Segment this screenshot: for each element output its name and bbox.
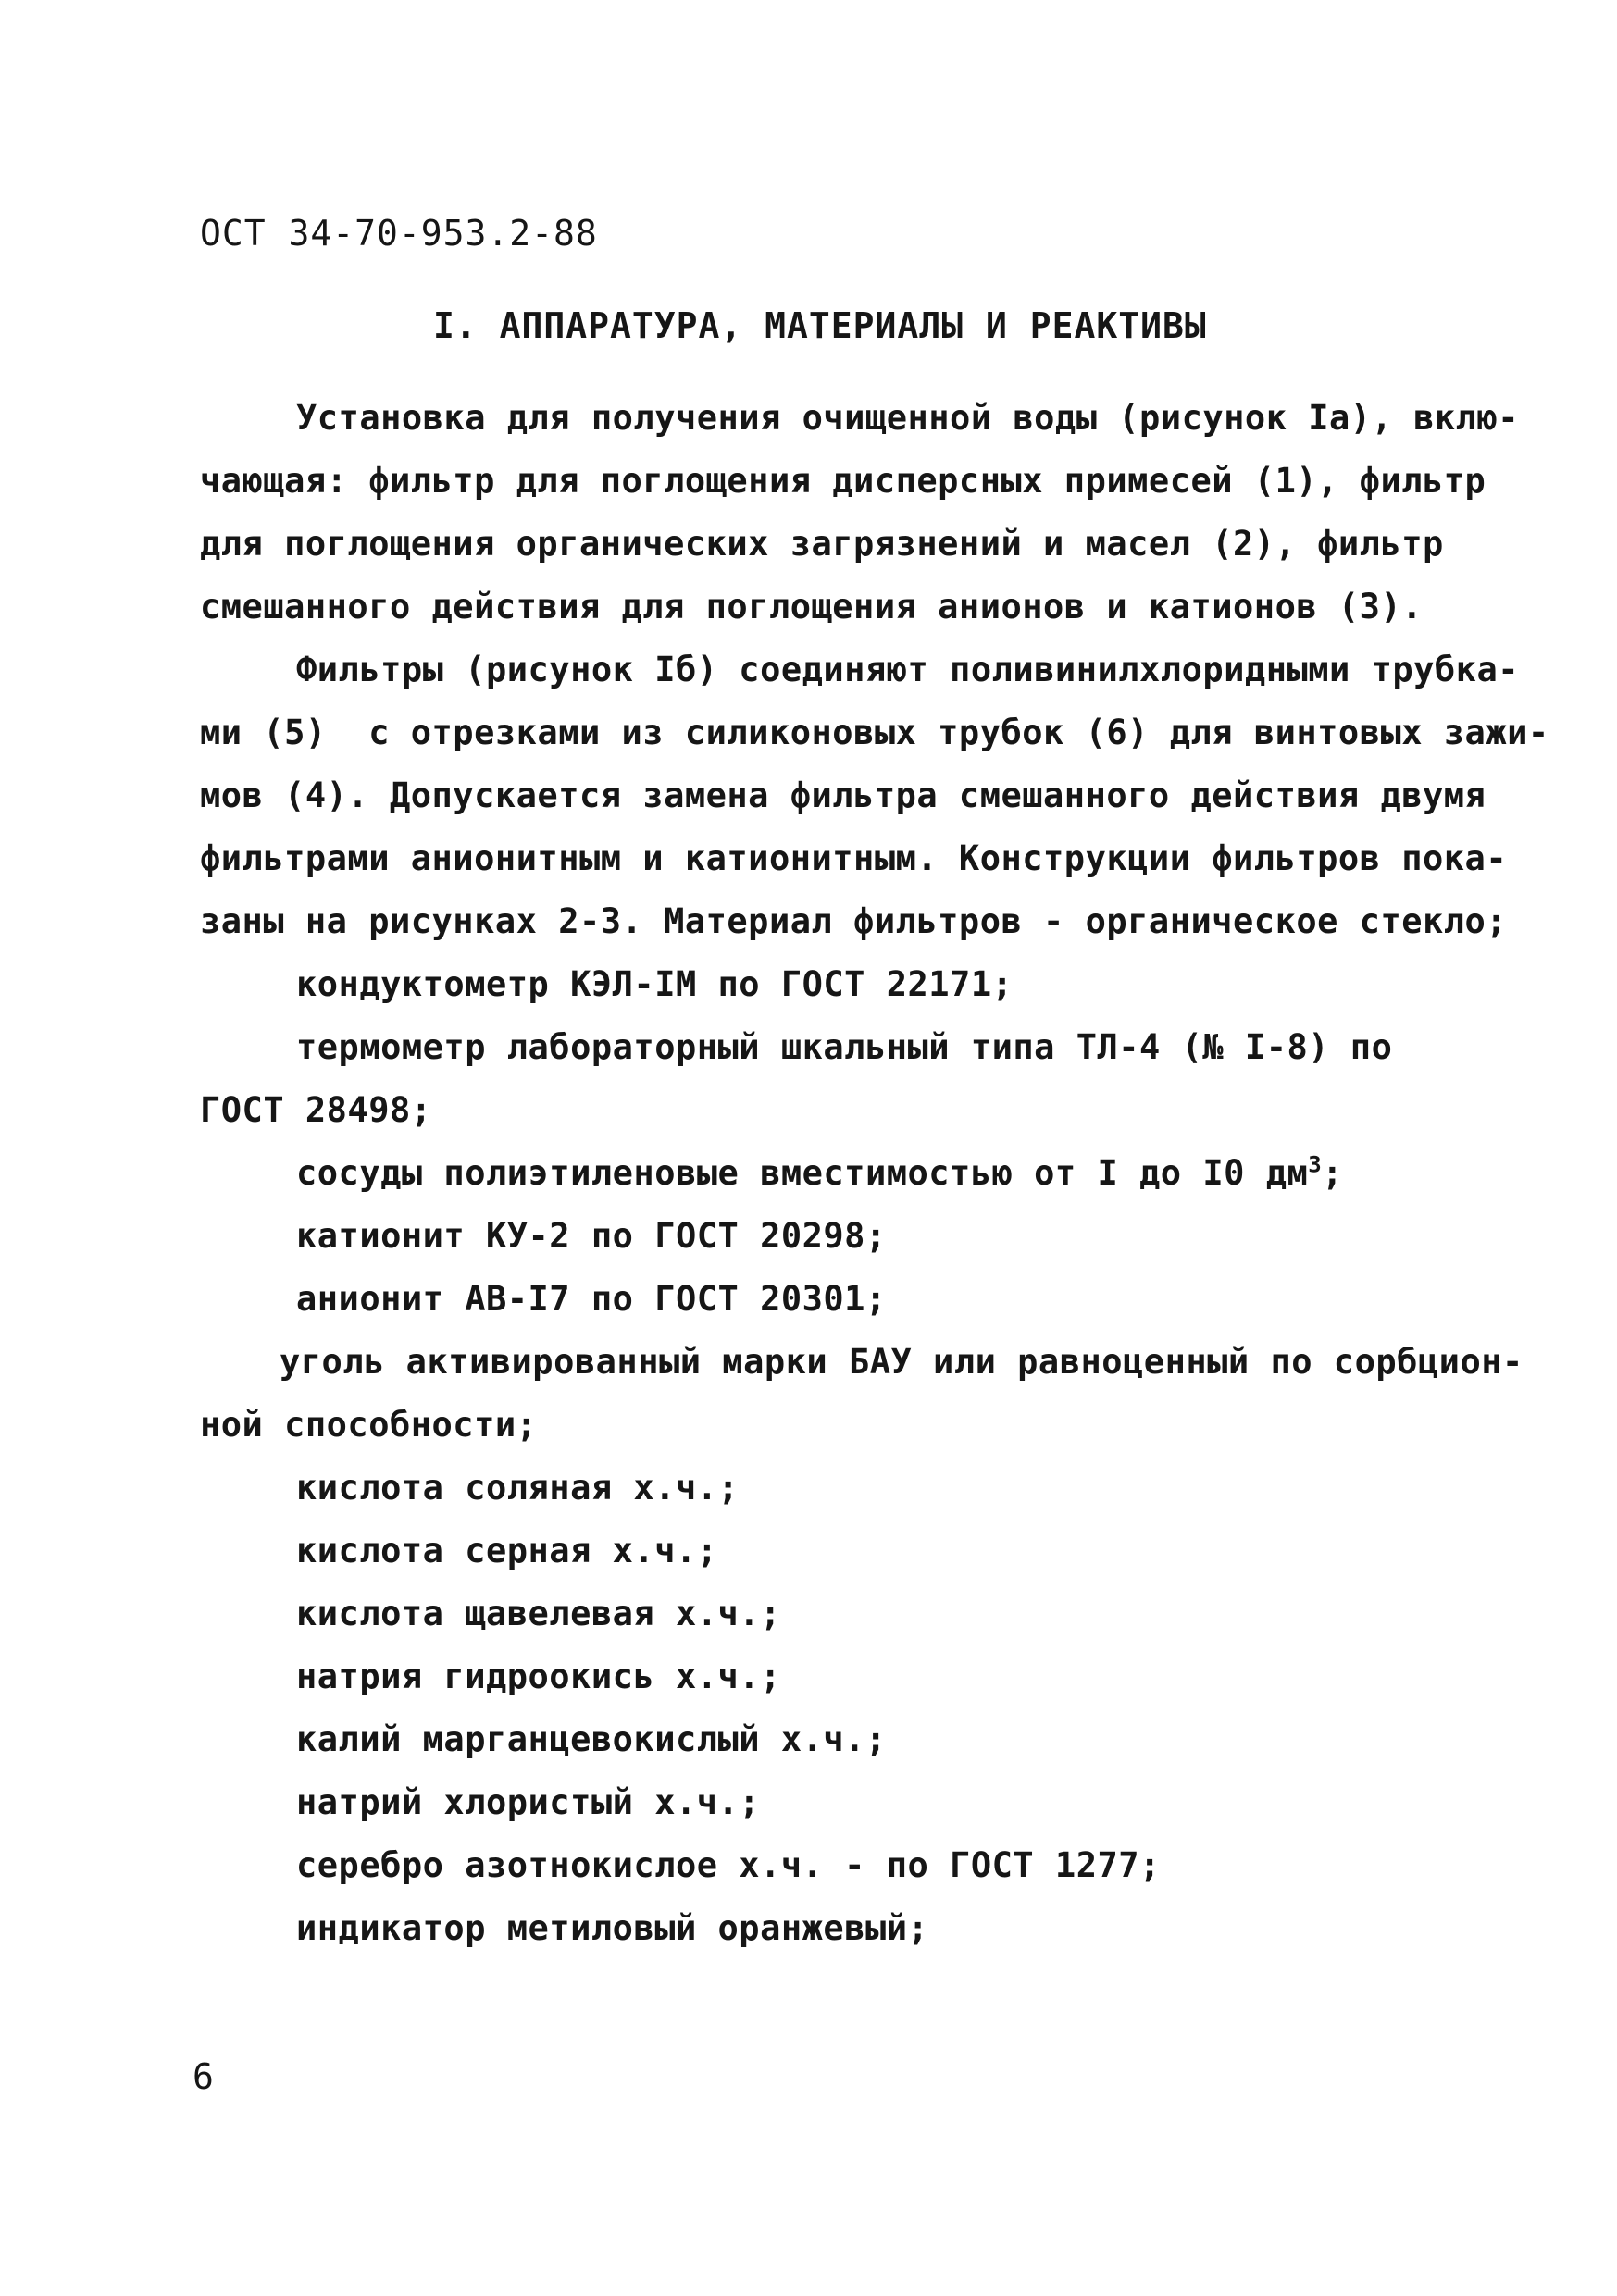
list-item-vessels [296, 1153, 1343, 1194]
list-item-anionite: анионит АВ-I7 по ГОСТ 20301; [296, 1279, 887, 1319]
list-item-sodium-chloride: натрий хлористый х.ч.; [296, 1782, 761, 1822]
list-item-silver-nitrate: серебро азотнокислое х.ч. - по ГОСТ 1277; [296, 1845, 1161, 1885]
vessels-text: сосуды полиэтиленовые вместимостью от I до I0 дм [296, 1153, 1309, 1193]
list-item-thermometer-cont: ГОСТ 28498; [200, 1090, 432, 1130]
list-item-conductometer: кондуктометр КЭЛ-IМ по ГОСТ 22171; [296, 964, 1014, 1004]
body-line-6: ми (5) с отрезками из силиконовых трубок (6) для винтовых зажи- [200, 713, 1549, 752]
section-title: I. АППАРАТУРА, МАТЕРИАЛЫ И РЕАКТИВЫ [433, 305, 1207, 346]
body-line-5: Фильтры (рисунок Iб) соединяют поливинилхлоридными трубка- [296, 650, 1520, 689]
list-item-oxalic-acid: кислота щавелевая х.ч.; [296, 1594, 781, 1633]
body-line-3: для поглощения органических загрязнений и масел (2), фильтр [200, 524, 1444, 564]
vessels-tail: ; [1322, 1153, 1343, 1193]
body-line-8: фильтрами анионитным и катионитным. Конструкции фильтров пока- [200, 838, 1508, 878]
list-item-potassium-permanganate: калий марганцевокислый х.ч.; [296, 1719, 887, 1759]
vessels-superscript: 3 [1308, 1151, 1323, 1178]
list-item-cationite: катионит КУ-2 по ГОСТ 20298; [296, 1216, 887, 1256]
list-item-carbon: уголь активированный марки БАУ или равноценный по сорбцион- [280, 1342, 1524, 1382]
list-item-hydrochloric-acid: кислота соляная х.ч.; [296, 1468, 740, 1508]
list-item-methyl-orange: индикатор метиловый оранжевый; [296, 1908, 929, 1948]
body-line-4: смешанного действия для поглощения анионов и катионов (3). [200, 587, 1424, 627]
document-header: ОСТ 34-70-953.2-88 [200, 213, 598, 254]
body-line-9: заны на рисунках 2-3. Материал фильтров - органическое стекло; [200, 901, 1508, 941]
list-item-thermometer: термометр лабораторный шкальный типа ТЛ-4 (№ I-8) по [296, 1027, 1393, 1067]
body-line-2: чающая: фильтр для поглощения дисперсных примесей (1), фильтр [200, 461, 1486, 501]
page-number: 6 [193, 2056, 215, 2097]
body-line-1: Установка для получения очищенной воды (рисунок Iа), вклю- [296, 398, 1520, 438]
list-item-carbon-cont: ной способности; [200, 1405, 538, 1445]
body-line-7: мов (4). Допускается замена фильтра смешанного действия двумя [200, 776, 1486, 815]
list-item-sodium-hydroxide: натрия гидроокись х.ч.; [296, 1657, 781, 1696]
list-item-sulfuric-acid: кислота серная х.ч.; [296, 1531, 718, 1570]
